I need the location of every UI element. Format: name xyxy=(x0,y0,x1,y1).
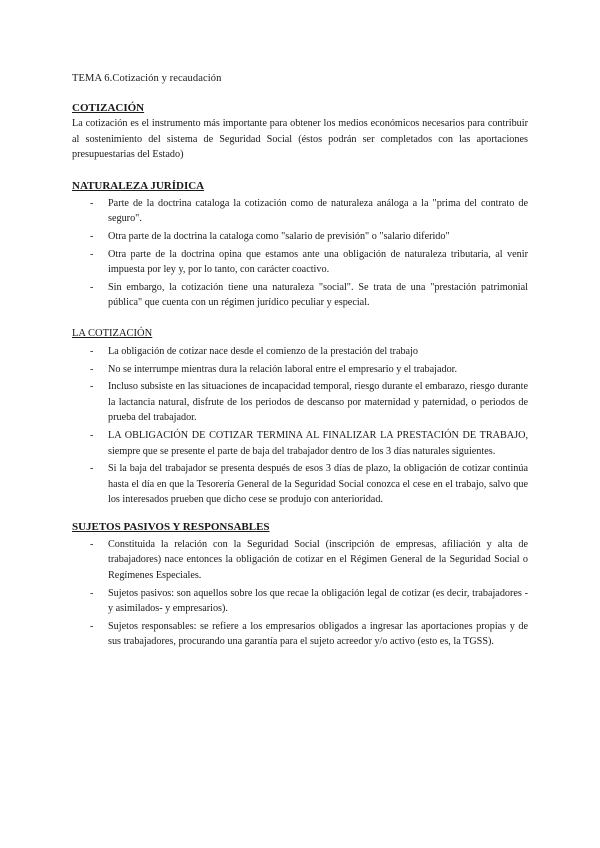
list-item-text: Constituida la relación con la Seguridad Social (inscripción de empresas, afiliación y alta de trabajadores) nace entonces la obligación de cotizar en el Régimen General de la Seguridad Social o Regímenes Especiales. xyxy=(108,538,528,582)
list-item-text: No se interrumpe mientras dura la relación laboral entre el empresario y el trabajador. xyxy=(108,363,458,375)
dash-bullet: - xyxy=(90,248,94,260)
heading-sujetos-pasivos: SUJETOS PASIVOS Y RESPONSABLES xyxy=(72,520,270,533)
list-item xyxy=(72,196,528,227)
dash-bullet: - xyxy=(90,363,94,375)
dash-bullet: - xyxy=(90,463,94,475)
list-item xyxy=(72,344,528,360)
dash-bullet: - xyxy=(90,429,94,441)
list-sujetos-pasivos xyxy=(72,537,528,650)
heading-la-cotizacion: LA COTIZACIÓN xyxy=(72,327,153,339)
dash-bullet: - xyxy=(90,587,94,599)
list-item-text: La obligación de cotizar nace desde el comienzo de la prestación del trabajo xyxy=(108,345,419,357)
list-item xyxy=(72,247,528,278)
dash-bullet: - xyxy=(90,538,94,550)
list-item-text: Sujetos pasivos: son aquellos sobre los que recae la obligación legal de cotizar (es decir, trabajadores -y asimilados- y empresarios). xyxy=(108,587,528,615)
list-naturaleza-juridica xyxy=(72,196,528,311)
list-item xyxy=(72,619,528,650)
list-item xyxy=(72,229,528,245)
document-body xyxy=(72,101,528,652)
list-item xyxy=(72,379,528,426)
dash-bullet: - xyxy=(90,381,94,393)
list-item xyxy=(72,428,528,459)
document-title: TEMA 6.Cotización y recaudación xyxy=(72,73,222,84)
list-item xyxy=(72,537,528,584)
list-item-text: Incluso subsiste en las situaciones de incapacidad temporal, riesgo durante el embarazo, riesgo durante la lactancia natural, disfrute de los periodos de descanso por maternidad y paternidad, o periodos de prueba del trabajador. xyxy=(108,381,528,424)
list-item-text: Si la baja del trabajador se presenta después de esos 3 días de plazo, la obligación de cotizar continúa hasta el día en que la Tesorería General de la Seguridad Social conozca el cese en el trabajo, salvo que los interesados prueben que dicho cese se produjo con anterioridad. xyxy=(108,463,528,506)
list-item-text: Otra parte de la doctrina la cataloga como "salario de previsión" o "salario diferido" xyxy=(108,230,450,242)
list-item-text: Parte de la doctrina cataloga la cotización como de naturaleza análoga a la "prima del contrato de seguro". xyxy=(108,197,528,225)
list-item xyxy=(72,362,528,378)
dash-bullet: - xyxy=(90,281,94,293)
list-item xyxy=(72,280,528,311)
list-item-text: LA OBLIGACIÓN DE COTIZAR TERMINA AL FINALIZAR LA PRESTACIÓN DE TRABAJO, siempre que se presente el parte de baja del trabajador dentro de los 3 días naturales siguientes. xyxy=(108,429,528,457)
list-item-text: Sujetos responsables: se refiere a los empresarios obligados a ingresar las aportaciones propias y de sus trabajadores, procurando una garantía para el sujeto acreedor y/o activo (esto es, la TGSS). xyxy=(108,620,528,648)
heading-cotizacion: COTIZACIÓN xyxy=(72,102,145,114)
dash-bullet: - xyxy=(90,230,94,242)
list-item-text: Otra parte de la doctrina opina que estamos ante una obligación de naturaleza tributaria, al venir impuesta por ley y, por lo tanto, con carácter coactivo. xyxy=(108,248,528,276)
list-la-cotizacion xyxy=(72,344,528,508)
list-item-text: Sin embargo, la cotización tiene una naturaleza "social". Se trata de una "prestación patrimonial pública" que cuenta con un régimen jurídico peculiar y especial. xyxy=(108,281,528,309)
heading-naturaleza-juridica: NATURALEZA JURÍDICA xyxy=(72,179,205,192)
dash-bullet: - xyxy=(90,345,94,357)
paragraph-cotizacion: La cotización es el instrumento más importante para obtener los medios económicos necesarios para contribuir al sostenimiento del sistema de Seguridad Social (éstos podrán ser completados con las aportaciones presupuestarias del Estado) xyxy=(72,118,528,161)
dash-bullet: - xyxy=(90,197,94,209)
dash-bullet: - xyxy=(90,620,94,632)
list-item xyxy=(72,461,528,508)
list-item xyxy=(72,586,528,617)
